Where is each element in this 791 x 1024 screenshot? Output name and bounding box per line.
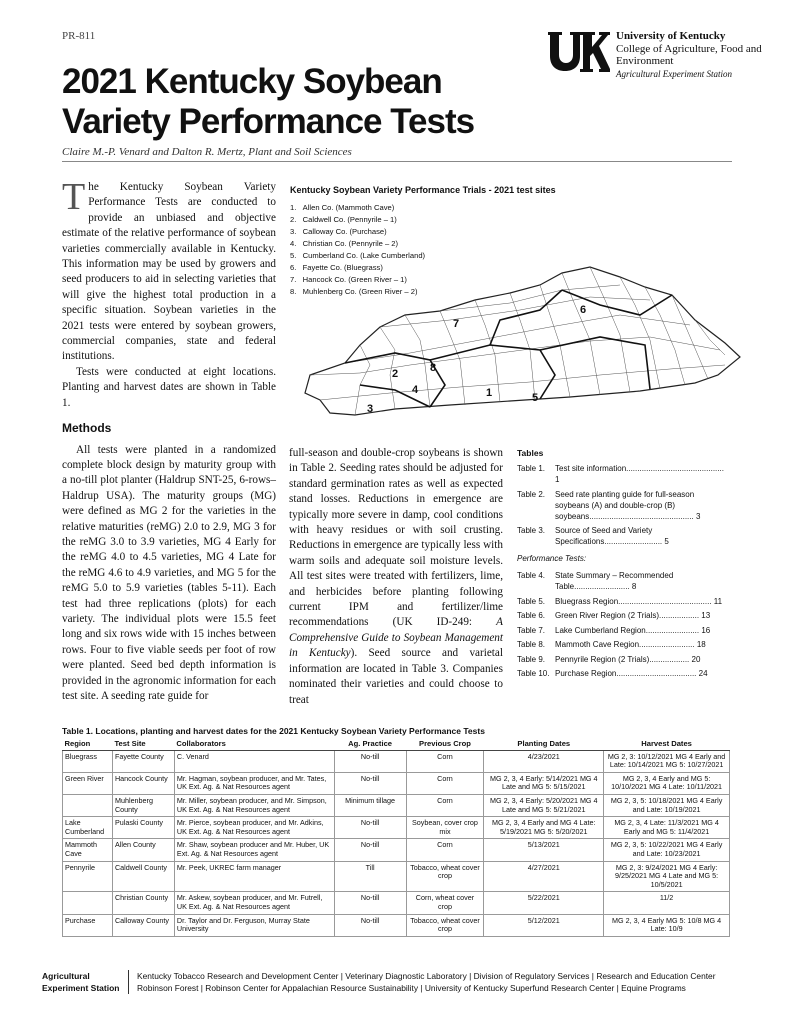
kentucky-county-map	[300, 265, 745, 420]
col-header: Collaborators	[174, 739, 334, 750]
locations-paragraph: Tests were conducted at eight locations. Planting and harvest dates are shown in Table 1.	[62, 365, 276, 409]
table-cell: Corn	[406, 750, 484, 772]
table-cell: MG 2, 3: 10/12/2021 MG 4 Early and Late: 10/14/2021 MG 5: 10/27/2021	[604, 750, 730, 772]
map-marker-2: 2	[392, 368, 399, 380]
table-cell: Mr. Miller, soybean producer, and Mr. Simpson, UK Ext. Ag. & Nat Resources agent	[174, 794, 334, 816]
table-cell: Allen County	[112, 839, 174, 861]
station-name: Agricultural Experiment Station	[616, 69, 732, 79]
table-row	[63, 794, 730, 816]
performance-tests-heading: Performance Tests:	[517, 554, 587, 563]
toc-item[interactable]: Table 9. Pennyrile Region (2 Trials).................. 20	[517, 654, 701, 664]
intro-paragraph: he Kentucky Soybean Variety Performance Tests are conducted to provide an unbiased and objective estimate of the relative performance of soybean varieties commercially available in Kentucky. This information may be used by growers and seed producers to aid in selecting varieties that will give the highest total production in a specific situation. Soybean varieties in the 2021 tests were entered by soybean growers, commercial companies, state and federal institutions.	[62, 181, 276, 363]
guide-title: A Comprehensive Guide to Soybean Management in Kentucky	[289, 616, 503, 660]
table-cell: MG 2, 3: 9/24/2021 MG 4 Early: 9/25/2021 MG 4 Late and MG 5: 10/5/2021	[604, 861, 730, 892]
table-cell: Bluegrass	[63, 750, 113, 772]
seeding-column	[289, 446, 503, 708]
map-marker-5: 5	[532, 392, 539, 404]
table-cell: 5/13/2021	[484, 839, 604, 861]
toc-item[interactable]: Table 7. Lake Cumberland Region........................ 16	[517, 625, 711, 635]
table-cell: No-till	[334, 914, 406, 936]
map-marker-7: 7	[453, 318, 460, 330]
table-cell: C. Venard	[174, 750, 334, 772]
table-row	[63, 817, 730, 839]
map-title: Kentucky Soybean Variety Performance Trials - 2021 test sites	[290, 185, 556, 195]
seeding-text-a: full-season and double-crop soybeans is shown in Table 2. Seeding rates should be adjusted for standard germination rates as well as expected stand losses. Reductions in emergence are typically more severe in damp, cool conditions with heavy residues or with soil crusting. Reductions in emergence are typically less with warm soils and adequate soil moisture levels. All test sites were treated with fertilizers, lime, and herbicides before planting following current IPM and fertilizer/lime recommendations (UK ID-249:	[289, 447, 503, 629]
table-cell: Muhlenberg County	[112, 794, 174, 816]
site-item: 7. Hancock Co. (Green River – 1)	[290, 275, 407, 284]
table-cell: 5/12/2021	[484, 914, 604, 936]
table-cell: Tobacco, wheat cover crop	[406, 914, 484, 936]
table-cell: 11/2	[604, 892, 730, 914]
table-cell: Tobacco, wheat cover crop	[406, 861, 484, 892]
table-cell: MG 2, 3, 4 Late: 11/3/2021 MG 4 Early and MG 5: 11/4/2021	[604, 817, 730, 839]
table-cell: Mr. Hagman, soybean producer, and Mr. Tates, UK Ext. Ag. & Nat Resources agent	[174, 772, 334, 794]
table-cell: MG 2, 3, 4 Early and MG 4 Late: 5/19/2021 MG 5: 5/20/2021	[484, 817, 604, 839]
map-marker-3: 3	[367, 403, 374, 415]
table-cell	[63, 892, 113, 914]
table-cell: Corn, wheat cover crop	[406, 892, 484, 914]
table-cell: Till	[334, 861, 406, 892]
footer-line-2: Robinson Forest | Robinson Center for Appalachian Resource Sustainability | University of Kentucky Superfund Research Center | Equine Programs	[137, 983, 686, 993]
header-divider	[62, 161, 732, 162]
uk-logo	[548, 30, 610, 76]
site-item: 8. Muhlenberg Co. (Green River – 2)	[290, 287, 418, 296]
table-cell: Fayette County	[112, 750, 174, 772]
table-cell: No-till	[334, 839, 406, 861]
table-row	[63, 892, 730, 914]
table-cell: No-till	[334, 817, 406, 839]
table-cell: 5/22/2021	[484, 892, 604, 914]
col-header: Ag. Practice	[334, 739, 406, 750]
intro-column	[62, 176, 276, 704]
col-header: Test Site	[112, 739, 174, 750]
toc-item[interactable]: Table 10. Purchase Region.................................... 24	[517, 669, 708, 678]
table-cell: Minimum tillage	[334, 794, 406, 816]
table-cell: Mr. Peek, UKREC farm manager	[174, 861, 334, 892]
table-cell: Pennyrile	[63, 861, 113, 892]
table-header-row	[63, 739, 730, 750]
authors: Claire M.-P. Venard and Dalton R. Mertz, Plant and Soil Sciences	[62, 146, 352, 158]
seeding-text-b: ). Seed source and varietal information are located in Table 3. Companies nominated their varieties and could choose to treat	[289, 647, 503, 706]
methods-heading: Methods	[62, 421, 112, 436]
table-row	[63, 861, 730, 892]
table-cell: Corn	[406, 772, 484, 794]
table-cell: MG 2, 3, 4 Early and MG 5: 10/10/2021 MG 4 Late: 10/11/2021	[604, 772, 730, 794]
table-cell: MG 2, 3, 4 Early: 5/20/2021 MG 4 Late and MG 5: 5/21/2021	[484, 794, 604, 816]
footer-units	[137, 970, 757, 994]
site-item: 1. Allen Co. (Mammoth Cave)	[290, 203, 395, 212]
table-cell: Corn	[406, 794, 484, 816]
table-cell: No-till	[334, 750, 406, 772]
table-cell: MG 2, 3, 5: 10/18/2021 MG 4 Early and Late: 10/19/2021	[604, 794, 730, 816]
table-cell: Calloway County	[112, 914, 174, 936]
table-cell: Caldwell County	[112, 861, 174, 892]
table-cell: Purchase	[63, 914, 113, 936]
map-marker-6: 6	[580, 304, 587, 316]
site-item: 3. Calloway Co. (Purchase)	[290, 227, 387, 236]
tables-heading: Tables	[517, 448, 544, 458]
site-item: 5. Cumberland Co. (Lake Cumberland)	[290, 251, 426, 260]
table-cell: No-till	[334, 892, 406, 914]
toc-item[interactable]: Table 6. Green River Region (2 Trials).................. 13	[517, 611, 711, 620]
table-cell: Mr. Pierce, soybean producer, and Mr. Adkins, UK Ext. Ag. & Nat Resources agent	[174, 817, 334, 839]
table-cell: Mr. Askew, soybean producer, and Mr. Futrell, UK Ext. Ag. & Nat Resources agent	[174, 892, 334, 914]
col-header: Region	[63, 739, 113, 750]
toc-item[interactable]: Table 5. Bluegrass Region.......................................... 11	[517, 596, 723, 606]
table-row	[63, 914, 730, 936]
toc-item[interactable]: Table 3. Source of Seed and Variety Specifications.......................... 5	[517, 526, 669, 546]
site-item: 2. Caldwell Co. (Pennyrile – 1)	[290, 215, 397, 224]
table-cell: Lake Cumberland	[63, 817, 113, 839]
table-cell: MG 2, 3, 4 Early: 5/14/2021 MG 4 Late and MG 5: 5/15/2021	[484, 772, 604, 794]
map-marker-8: 8	[430, 362, 437, 374]
college-name: College of Agriculture, Food and Environment	[616, 43, 762, 67]
publication-number: PR-811	[62, 30, 96, 42]
university-name: University of Kentucky	[616, 30, 726, 42]
map-marker-1: 1	[486, 387, 493, 399]
toc-item[interactable]: Table 1. Test site information............................................ 1	[517, 464, 724, 484]
toc-item[interactable]: Table 8. Mammoth Cave Region......................... 18	[517, 640, 706, 649]
footer-divider	[128, 970, 129, 994]
table-cell: 4/27/2021	[484, 861, 604, 892]
toc-item[interactable]: Table 4. State Summary – Recommended Table......................... 8	[517, 571, 674, 591]
footer-line-1: Kentucky Tobacco Research and Development Center | Veterinary Diagnostic Laboratory | Division of Regulatory Services | Research and Education Center	[137, 971, 716, 981]
toc-item[interactable]: Table 2. Seed rate planting guide for full-season soybeans (A) and double-crop (B) soybeans............................................... 3	[517, 489, 701, 521]
table-cell: Soybean, cover crop mix	[406, 817, 484, 839]
page-title: 2021 Kentucky Soybean Variety Performance Tests	[62, 62, 475, 141]
table-cell: MG 2, 3, 4 Early MG 5: 10/8 MG 4 Late: 10/9	[604, 914, 730, 936]
map-marker-4: 4	[412, 384, 419, 396]
table-cell: Mr. Shaw, soybean producer and Mr. Huber, UK Ext. Ag. & Nat Resources agent	[174, 839, 334, 861]
table-cell: Mammoth Cave	[63, 839, 113, 861]
table-cell: Pulaski County	[112, 817, 174, 839]
table-row	[63, 839, 730, 861]
dropcap: T	[62, 176, 86, 218]
col-header: Previous Crop	[406, 739, 484, 750]
table-cell: 4/23/2021	[484, 750, 604, 772]
table-cell: No-till	[334, 772, 406, 794]
table1	[62, 739, 730, 937]
table-cell: MG 2, 3, 5: 10/22/2021 MG 4 Early and Late: 10/23/2021	[604, 839, 730, 861]
methods-paragraph: All tests were planted in a randomized complete block design by maturity group with a no-till plot planter (Haldrup SNT-25, 6-rows–Haldrup USA). The maturity groups (MG) were defined as MG 2 for the varieties in the relative maturities (reMG) 2.0 to 2.9, MG 3 for the reMG 3.0 to 3.9 varieties, MG 4 Early for the reMG 4.0 to 4.5 varieties, MG 4 Late for the reMG 4.6 to 4.9 varieties, and MG 5 for the reMG 5.0 to 5.9 varieties (tables 5-11). Each test had three replications (plots) for each variety. The individual plots were 15.5 feet long and six rows wide with 15 inches between rows. Four to five viable seeds per foot of row were planted. Seed bed depth information is provided in the agronomic information for each test site. A seeding rate guide for	[62, 443, 276, 702]
col-header: Planting Dates	[484, 739, 604, 750]
table-cell	[63, 794, 113, 816]
table-cell: Corn	[406, 839, 484, 861]
table-cell: Dr. Taylor and Dr. Ferguson, Murray State University	[174, 914, 334, 936]
table-cell: Green River	[63, 772, 113, 794]
table-row	[63, 750, 730, 772]
table1-title: Table 1. Locations, planting and harvest dates for the 2021 Kentucky Soybean Variety Performance Tests	[62, 726, 485, 736]
site-item: 4. Christian Co. (Pennyrile – 2)	[290, 239, 399, 248]
table-cell: Christian County	[112, 892, 174, 914]
site-item: 6. Fayette Co. (Bluegrass)	[290, 263, 383, 272]
table-cell: Hancock County	[112, 772, 174, 794]
footer-station-label: Agricultural Experiment Station	[42, 971, 120, 993]
tables-index	[517, 448, 730, 683]
col-header: Harvest Dates	[604, 739, 730, 750]
table-row	[63, 772, 730, 794]
